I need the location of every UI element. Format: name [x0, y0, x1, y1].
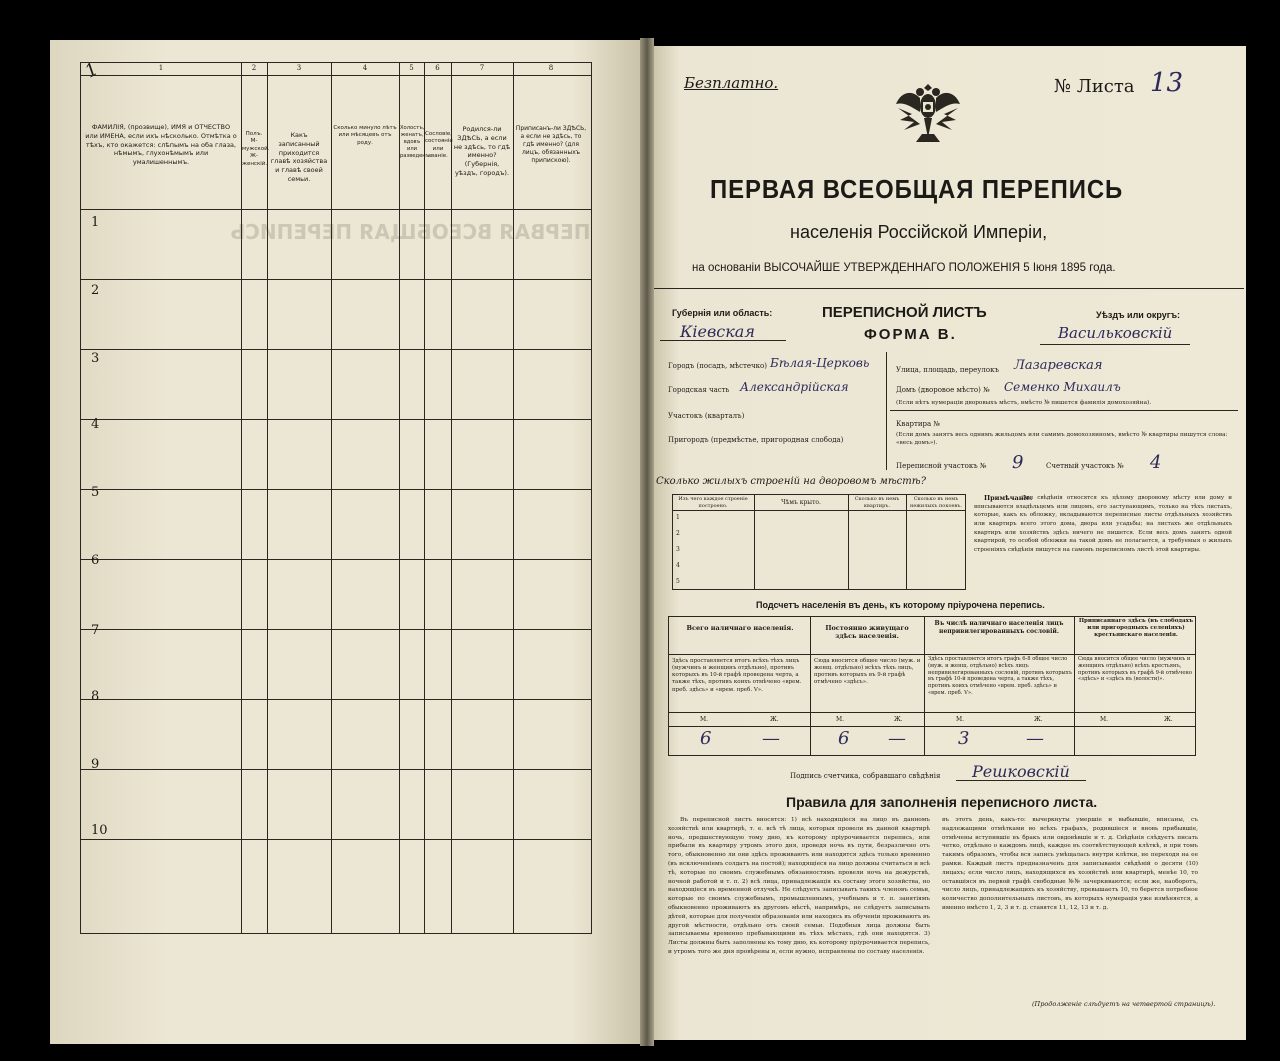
- house-note: (Если нѣтъ нумераціи дворовыхъ мѣстъ, вмѣсто № пишется фамилія домохозяйна).: [896, 400, 1152, 406]
- buildings-header: Чѣмъ крыто.: [781, 499, 821, 506]
- header-estate: Сословіе, состояніе или званіе.: [425, 131, 453, 160]
- mf-label: М.: [836, 716, 845, 723]
- census-basis: на основаніи ВЫСОЧАЙШЕ УТВЕРЖДЕННАГО ПОЛОЖЕНІЯ 5 Іюня 1895 года.: [692, 262, 1116, 274]
- row-line: [81, 699, 591, 700]
- district-value: Васильковскій: [1058, 324, 1173, 342]
- rules-left: Въ переписной листъ вносятся: 1) всѣ находящіеся на лицо въ данномъ хозяйствѣ или квартирѣ, т. е. всѣ тѣ лица, которыя провели въ данной квартирѣ ночь, предшествующую тому дню, къ которому пріурочивается перепись, или прибыли въ квартиру утромъ этого дня, проведя ночь въ пути, безразлично отъ того, обыкновенно ли они здѣсь проживаютъ или находятся здѣсь только временно (въ исключеніемъ солдатъ на постой); находящіеся на лицо должны считаться и всѣ тѣ, которые по своимъ служебнымъ обязанностямъ провели ночь на дежурствѣ, ночной работой и т. п. 2) всѣ лица, принадлежащія къ составу этого хозяйства, но находящіеся въ временной отлучкѣ. Не слѣдуетъ записывать такихъ членовъ семьи, которые по своимъ служебнымъ, промышленнымъ, учебнымъ и т. п. занятіямъ обыкновенно проживаютъ въ другомъ мѣстѣ, напримѣръ, не слѣдуетъ записывать дѣтей, которые для полученія образованія или находясь въ обученіи проживаютъ въ другой мѣстности, отдѣльно отъ своей семьи. Подобныя лица должны быть записываемы временно пребывающими въ тѣхъ мѣстахъ, гдѣ они находятся. 3) Листы должны быть заполнены къ тому дню, къ которому пріурочивается перепись, и утромъ того же дня провѣрены и, если нужно, исправлены по составу населенія.: [668, 817, 930, 955]
- count-header: Приписаннаго здѣсь (въ слободахъ или пригородныхъ селеніяхъ) крестьянскаго населенія.: [1078, 618, 1194, 639]
- header-age: Сколько минуло лѣтъ или мѣсяцевъ отъ роду.: [333, 125, 397, 146]
- table-line: [668, 712, 1196, 713]
- col-line: [754, 494, 755, 590]
- divider: [890, 410, 1238, 411]
- header-name: ФАМИЛІЯ, (прозвище), ИМЯ и ОТЧЕСТВО или ИМЕНА, если ихъ нѣсколько. Отмѣтка о тѣхъ, кто окажется: слѣпымъ на оба глаза, нѣмымъ, глухонѣмымъ или умалишеннымъ.: [85, 123, 237, 167]
- city-part-value: Александрійская: [740, 380, 849, 394]
- imperial-eagle-emblem: [892, 74, 964, 148]
- table-line: [668, 726, 1196, 727]
- count-value: —: [1026, 728, 1044, 749]
- district-line: [1040, 344, 1190, 345]
- province-line: [660, 340, 786, 341]
- count-value: —: [888, 728, 906, 749]
- col-line: [1074, 616, 1075, 756]
- column-number: 7: [479, 64, 485, 72]
- divider: [654, 288, 1244, 289]
- street-label: Улица, площадь, переулокъ: [896, 366, 999, 374]
- sheet-number: 13: [1150, 68, 1184, 98]
- street-value: Лазаревская: [1014, 358, 1103, 373]
- count-desc: Сюда вносится общее число (мужчинъ и женщинъ отдѣльно) всѣхъ крестьянъ, противъ которыхъ въ графѣ 9-й отмѣчено «здѣсь» и «здѣсь въ (волости)».: [1078, 656, 1193, 683]
- ghost-text-bleed: ПЕРВАЯ ВСЕОБЩАЯ ПЕРЕПИСЬ: [230, 220, 591, 244]
- row-line: [81, 279, 591, 280]
- header-marital: Холостъ, женатъ, вдовъ или разведенъ.: [400, 125, 431, 160]
- signature-label: Подпись счетчика, собравшаго свѣдѣнія: [790, 772, 941, 780]
- signature-value: Решковскій: [972, 762, 1070, 781]
- census-title: ПЕРВАЯ ВСЕОБЩАЯ ПЕРЕПИСЬ: [710, 174, 1124, 204]
- header-relation: Какъ записанный приходится главѣ хозяйства и главѣ своей семьи.: [270, 131, 328, 183]
- city-part-label: Городская часть: [668, 386, 730, 394]
- mf-label: Ж.: [1164, 716, 1173, 723]
- person-table: [80, 62, 592, 934]
- col-line: [331, 63, 332, 933]
- count-header: Всего наличнаго населенія.: [686, 624, 794, 632]
- count-desc: Здѣсь проставляется итогъ графъ 6-8 общее число (муж. и женщ. отдѣльно) всѣхъ лицъ непривилегированныхъ сословій, противъ которыхъ въ графѣ 10-й проведена черта, а также тѣхъ, противъ коихъ отмѣчено «врем. преб. здѣсь» и «врем. преб. V».: [928, 656, 1072, 696]
- col-line: [810, 616, 811, 756]
- mf-label: М.: [700, 716, 709, 723]
- count-header: Въ числѣ наличнаго населенія лицъ непривилегированныхъ сословій.: [934, 620, 1064, 635]
- row-line: [81, 349, 591, 350]
- buildings-header: Изъ чего каждое строеніе построено.: [678, 496, 748, 509]
- count-desc: Здѣсь проставляется итогъ всѣхъ тѣхъ лицъ (мужчинъ и женщинъ отдѣльно), противъ которыхъ въ 10-й графѣ проведена черта, а также тѣхъ, противъ коихъ отмѣчено «врем. преб. здѣсь» и «врем. преб. V».: [672, 658, 802, 693]
- column-number: 8: [548, 64, 554, 72]
- rules-right: въ этотъ день, какъ-то: вычеркнуты умершіе и выбывшіе, вписаны, съ надлежащими отмѣтками во всѣхъ графахъ, родившіеся и вновь прибывшіе, отмѣчены вступившіе въ бракъ или овдовѣвшіе и т. д. Свѣдѣнія слѣдуетъ писать четко, отдѣльно о каждомъ лицѣ, каждое въ соотвѣтствующей клѣткѣ, и при томъ такимъ образомъ, чтобы вся запись умѣщалась внутри клѣтки, не переходя на ее рамки. Каждый листъ предназначенъ для записыванія свѣдѣній о десяти (10) лицахъ; если число лицъ, находящихся въ хозяйствѣ или квартирѣ, менѣе 10, то оставшіяся въ первой графѣ свободные №№ зачеркиваются; если же, наоборотъ, число лицъ, принадлежащихъ къ хозяйству, превышаетъ 10, то берется потребное количество дополнительныхъ листовъ, въ которыхъ нумерація уже измѣняется, а именно вмѣсто 1, 2, 3 и т. д. ставятся 11, 12, 13 и т. д.: [942, 817, 1198, 911]
- province-value: Кіевская: [680, 322, 755, 341]
- count-value: —: [762, 728, 780, 749]
- col-line: [267, 63, 268, 933]
- count-header: Постоянно живущаго здѣсь населенія.: [825, 624, 909, 641]
- house-value: Семенко Михаилъ: [1004, 380, 1121, 394]
- row-number: 6: [91, 553, 100, 568]
- buildings-row: 3: [676, 546, 680, 553]
- row-line: [81, 209, 591, 210]
- row-number: 5: [91, 485, 100, 500]
- count-desc: Сюда вносится общее число (муж. и женщ. отдѣльно) всѣхъ тѣхъ лицъ, противъ которыхъ въ 9-й графѣ отмѣчено «здѣсь».: [814, 658, 921, 686]
- city-value: Бѣлая-Церковь: [770, 356, 870, 370]
- row-number: 10: [91, 823, 108, 838]
- col-line: [241, 63, 242, 933]
- sheet-label: № Листа: [1054, 76, 1135, 97]
- book-gutter: [640, 38, 654, 1046]
- mf-label: Ж.: [894, 716, 903, 723]
- column-number: 4: [362, 64, 368, 72]
- count-value: 6: [700, 728, 712, 749]
- row-line: [81, 419, 591, 420]
- vertical-divider: [886, 352, 887, 470]
- plot-label: Участокъ (кварталъ): [668, 412, 745, 420]
- buildings-header: Сколько въ немъ нежилыхъ покоевъ.: [910, 496, 962, 509]
- count-title: Подсчетъ населенія въ день, къ которому пріурочена перепись.: [756, 600, 1045, 610]
- mf-label: Ж.: [1034, 716, 1043, 723]
- count-district-label: Счетный участокъ №: [1046, 462, 1124, 470]
- col-line: [906, 494, 907, 590]
- mf-label: М.: [1100, 716, 1109, 723]
- col-line: [848, 494, 849, 590]
- col-line: [924, 616, 925, 756]
- apt-note: (Если домъ занятъ весь однимъ жильцомъ или самимъ домохозяиномъ, вмѣсто № квартиры пишутся слова: «весь домъ»).: [896, 432, 1228, 446]
- form-type: ФОРМА В.: [864, 326, 957, 343]
- count-value: 3: [958, 728, 970, 749]
- apt-label: Квартира №: [896, 420, 941, 428]
- col-line: [424, 63, 425, 933]
- buildings-row: 2: [676, 530, 680, 537]
- row-line: [81, 839, 591, 840]
- row-line: [81, 769, 591, 770]
- form-title: ПЕРЕПИСНОЙ ЛИСТЪ: [822, 304, 987, 321]
- city-label: Городъ (посадъ, мѣстечко): [668, 362, 768, 370]
- row-number: 7: [91, 623, 100, 638]
- col-line: [451, 63, 452, 933]
- census-subtitle: населенія Россійской Имперіи,: [790, 222, 1048, 242]
- mf-label: Ж.: [770, 716, 779, 723]
- row-line: [81, 489, 591, 490]
- column-number: 2: [251, 64, 257, 72]
- free-label: Безплатно.: [684, 74, 779, 92]
- row-line: [81, 629, 591, 630]
- rules-footer: (Продолженіе слѣдуетъ на четвертой страницѣ).: [1032, 1000, 1216, 1008]
- column-number: 5: [409, 64, 414, 72]
- row-number: 3: [91, 351, 100, 366]
- buildings-row: 5: [676, 578, 680, 585]
- margin-mark: 1: [81, 58, 102, 83]
- note-title: Примѣчаніе.: [984, 494, 1033, 502]
- row-line: [81, 559, 591, 560]
- table-line: [668, 654, 1196, 655]
- column-number: 6: [435, 64, 440, 72]
- house-label: Домъ (дворовое мѣсто) №: [896, 386, 990, 394]
- buildings-row: 4: [676, 562, 680, 569]
- num-row-line: [81, 75, 591, 76]
- header-birthplace: Родился-ли ЗДѢСЬ, а если не здѣсь, то гдѣ именно? (Губернія, уѣздъ, городъ).: [453, 125, 511, 177]
- table-line: [672, 510, 966, 511]
- note-text: Эти свѣдѣнія относятся къ цѣлому дворовому мѣсту или дому и вписываются владѣльцемъ или лицомъ, его заступающимъ, только на тѣхъ листахъ, которые, какъ къ обложку, вкладываются переписные листы отдѣльныхъ хозяйствъ или квартиръ всего этого дома, двора или усадьбы; на листахъ же отдѣльныхъ квартиръ или хозяйствъ здѣсь ничего не пишется. Если весь домъ занятъ одной квартирой, то особой обложки на такой домъ не полагается, а требуемыя о жилыхъ строеніяхъ свѣдѣнія пишутся на самомъ переписномъ листѣ этой квартиры.: [974, 495, 1232, 553]
- count-value: 6: [838, 728, 850, 749]
- buildings-row: 1: [676, 514, 680, 521]
- province-label: Губернія или область:: [672, 308, 773, 318]
- census-district-label: Переписной участокъ №: [896, 462, 987, 470]
- row-number: 9: [91, 757, 100, 772]
- column-number: 3: [296, 64, 302, 72]
- header-sex: Полъ. М-мужской. Ж-женскій.: [242, 131, 270, 167]
- buildings-label: Сколько жилыхъ строеній на дворовомъ мѣстѣ?: [656, 476, 926, 487]
- buildings-header: Сколько въ немъ квартиръ.: [854, 496, 900, 509]
- row-number: 8: [91, 689, 100, 704]
- census-district-value: 9: [1012, 452, 1024, 473]
- signature-line: [956, 780, 1086, 781]
- col-line: [399, 63, 400, 933]
- header-registration: Приписанъ-ли ЗДѢСЬ, а если не здѣсь, то гдѣ именно? (для лицъ, обязанныхъ припискою).: [515, 125, 587, 165]
- rules-title: Правила для заполненія переписного листа.: [786, 794, 1098, 810]
- row-number: 4: [91, 417, 100, 432]
- district-label: Уѣздъ или округъ:: [1096, 310, 1181, 320]
- column-number: 1: [158, 64, 164, 72]
- row-number: 1: [91, 215, 100, 230]
- col-line: [513, 63, 514, 933]
- mf-label: М.: [956, 716, 965, 723]
- count-district-value: 4: [1150, 452, 1162, 473]
- suburb-label: Пригородъ (предмѣстье, пригородная слобода): [668, 436, 844, 444]
- row-number: 2: [91, 283, 100, 298]
